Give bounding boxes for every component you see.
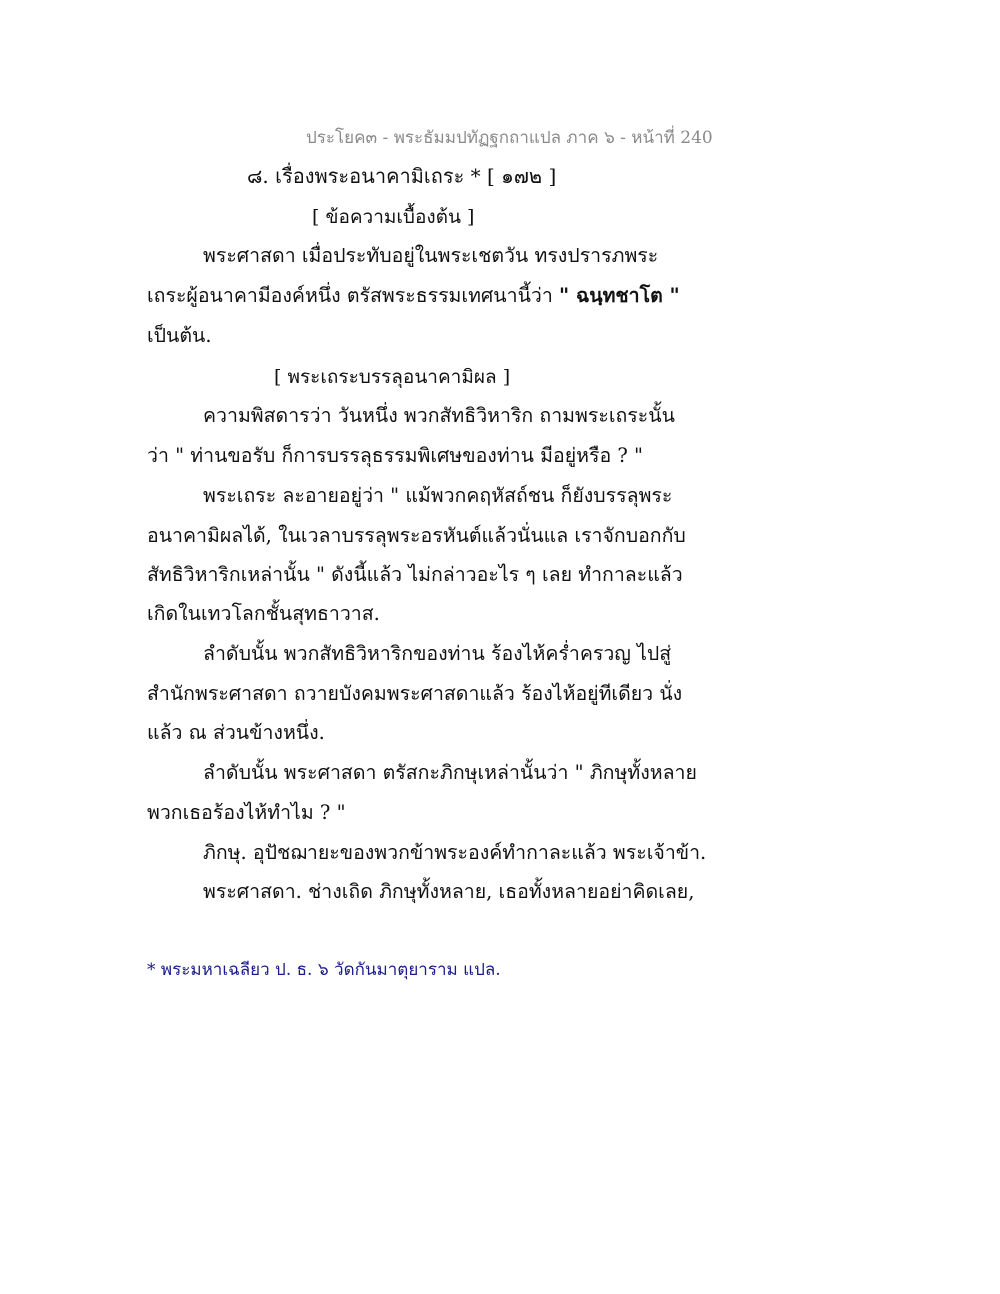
body-line: ลำดับนั้น พระศาสดา ตรัสกะภิกษุเหล่านั้นว่า " ภิกษุทั้งหลาย [203,761,697,784]
page-header: ประโยค๓ - พระธัมมปทัฏฐกถาแปล ภาค ๖ - หน้าที่ 240 [306,128,713,148]
story-title: ๘. เรื่องพระอนาคามิเถระ * [ ๑๗๒ ] [247,164,557,188]
body-line: ความพิสดารว่า วันหนึ่ง พวกสัทธิวิหาริก ถามพระเถระนั้น [203,404,675,427]
body-line: ภิกษุ. อุปัชฌายะของพวกข้าพระองค์ทำกาละแล้ว พระเจ้าข้า. [203,841,707,864]
body-line: พระเถระ ละอายอยู่ว่า " แม้พวกคฤหัสถ์ชน ก็ยังบรรลุพระ [203,484,673,507]
footnote: * พระมหาเฉลียว ป. ธ. ๖ วัดกันมาตุยาราม แปล. [147,960,501,980]
body-line: สำนักพระศาสดา ถวายบังคมพระศาสดาแล้ว ร้องไห้อยู่ทีเดียว นั่ง [147,682,683,705]
body-line: พระศาสดา. ช่างเถิด ภิกษุทั้งหลาย, เธอทั้งหลายอย่าคิดเลย, [203,880,695,903]
body-line: ว่า " ท่านขอรับ ก็การบรรลุธรรมพิเศษของท่าน มีอยู่หรือ ? " [147,444,644,467]
subheading-story: [ พระเถระบรรลุอนาคามิผล ] [274,366,511,388]
body-line: ลำดับนั้น พวกสัทธิวิหาริกของท่าน ร้องไห้คร่ำครวญ ไปสู่ [203,642,672,665]
body-text: เถระผู้อนาคามีองค์หนึ่ง ตรัสพระธรรมเทศนานี้ว่า [147,284,560,307]
body-line [147,280,680,311]
pali-term: " ฉนฺทชาโต " [559,284,680,307]
body-line: เกิดในเทวโลกชั้นสุทธาวาส. [147,602,380,625]
subheading-intro: [ ข้อความเบื้องต้น ] [312,206,475,228]
body-line: พวกเธอร้องไห้ทำไม ? " [147,801,346,824]
body-line: เป็นต้น. [147,324,212,347]
body-line: อนาคามิผลได้, ในเวลาบรรลุพระอรหันต์แล้วนั่นแล เราจักบอกกับ [147,524,686,547]
body-line: พระศาสดา เมื่อประทับอยู่ในพระเชตวัน ทรงปรารภพระ [203,244,659,267]
body-line: แล้ว ณ ส่วนข้างหนึ่ง. [147,721,325,744]
body-line: สัทธิวิหาริกเหล่านั้น " ดังนี้แล้ว ไม่กล่าวอะไร ๆ เลย ทำกาละแล้ว [147,563,683,586]
